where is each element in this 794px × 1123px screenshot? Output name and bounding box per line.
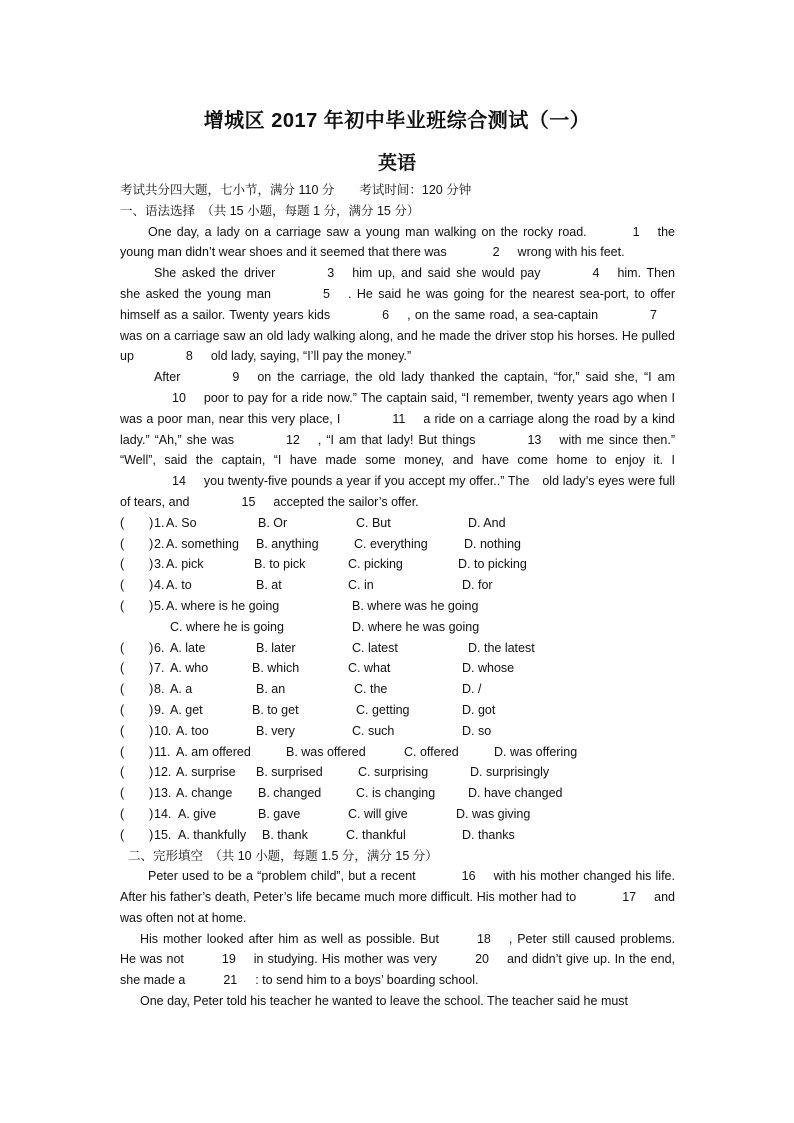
blank-19: 19	[221, 952, 236, 967]
passage1-paragraph-1: One day, a lady on a carriage saw a young man walking on the rocky road. 1 the young man didn’t wear shoes and it seemed that there was 2 wrong with his feet.	[120, 222, 675, 264]
blank-6: 6	[382, 307, 390, 322]
question-row: ( ) 1. A. So B. Or C. But D. And	[120, 515, 506, 530]
blank-13: 13	[527, 432, 542, 447]
question-row: ( ) 5. A. where is he going B. where was he going	[120, 598, 479, 613]
blank-10: 10	[172, 390, 186, 405]
question-row: ( ) 2. A. something B. anything C. everything D. nothing	[120, 536, 521, 551]
subject-title: 英语	[377, 153, 416, 174]
question-row: ( ) 8. A. a B. an C. the D. /	[120, 682, 482, 697]
question-row: ( ) 4. A. to B. at C. in D. for	[120, 578, 493, 593]
blank-2: 2	[492, 245, 500, 260]
blank-12: 12	[285, 432, 300, 447]
exam-body	[120, 180, 675, 1012]
blank-3: 3	[327, 266, 335, 281]
passage1-paragraph-2: She asked the driver 3 him up, and said she would pay 4 him. Then she asked the young man 5 . He said he was going for the nearest sea-port, to offer himself as a sailor. Twenty years kids 6 , on the same road, a sea-captain 7was on a carriage saw an old lady walking along, and he made the driver stop his horses. He pulled up 8 old lady, saying, “I’ll pay the money.”	[120, 263, 675, 367]
question-row: ( ) 3. A. pick B. to pick C. picking D. to picking	[120, 557, 527, 572]
blank-15: 15	[241, 494, 256, 509]
section1-heading: 一、语法选择 （共 15 小题，每题 1 分，满分 15 分）	[120, 203, 420, 218]
question-row: ( ) 7. A. who B. which C. what D. whose	[120, 661, 515, 676]
question-row: ( ) 15. A. thankfully B. thank C. thankful D. thanks	[120, 827, 515, 842]
exam-info: 考试共分四大题，七小节，满分 110 分 考试时间：120 分钟	[120, 183, 472, 197]
question-row: ( ) 12. A. surprise B. surprised C. surprising D. surprisingly	[120, 765, 550, 780]
blank-20: 20	[475, 952, 489, 967]
exam-title: 增城区 2017 年初中毕业班综合测试（一）	[203, 110, 591, 132]
passage1-paragraph-3: After 9 on the carriage, the old lady thanked the captain, “for,” said she, “I am10 poor to pay for a ride now.” The captain said, “I remember, twenty years ago when I was a poor man, near this very place, I 11 a ride on a carriage along the road by a kind lady.” “Ah,” she was 12 , “I am that lady! But things 13 with me since then.” “Well”, said the captain, “I have made some money, and have come home to enjoy it. I14 you twenty-five pounds a year if you accept my offer..” The old lady’s eyes were full of tears, and 15 accepted the sailor’s offer.	[120, 367, 675, 513]
passage2-paragraph-2: His mother looked after him as well as possible. But 18 , Peter still caused problems. He was not 19 in studying. His mother was very 20 and didn’t give up. In the end, she made a 21 : to send him to a boys’ boarding school.	[120, 929, 675, 991]
blank-9: 9	[232, 370, 240, 385]
blank-4: 4	[592, 266, 600, 281]
blank-16: 16	[461, 869, 476, 884]
blank-14: 14	[172, 474, 186, 489]
blank-1: 1	[632, 224, 640, 239]
question-row: C. where he is going D. where he was going	[170, 619, 480, 634]
question-row: ( ) 6. A. late B. later C. latest D. the latest	[120, 640, 535, 655]
question-row: ( ) 9. A. get B. to get C. getting D. got	[120, 702, 496, 717]
question-row: ( ) 11. A. am offered B. was offered C. offered D. was offering	[120, 744, 578, 759]
blank-8: 8	[185, 349, 193, 364]
question-list	[120, 513, 675, 846]
question-row: ( ) 14. A. give B. gave C. will give D. was giving	[120, 806, 531, 821]
passage2-paragraph-1: Peter used to be a “problem child”, but a recent 16 with his mother changed his life. After his father’s death, Peter’s life became much more difficult. His mother had to 17 and was often not at home.	[120, 866, 675, 928]
blank-7: 7	[650, 307, 657, 322]
section2-heading: 二、完形填空 （共 10 小题，每题 1.5 分，满分 15 分）	[128, 848, 438, 863]
blank-11: 11	[392, 411, 406, 426]
blank-21: 21	[223, 973, 238, 988]
blank-18: 18	[476, 931, 491, 946]
blank-5: 5	[323, 286, 330, 301]
question-row: ( ) 10. A. too B. very C. such D. so	[120, 723, 492, 738]
blank-17: 17	[622, 890, 637, 905]
passage2-paragraph-3: One day, Peter told his teacher he wanted to leave the school. The teacher said he must	[140, 994, 629, 1009]
question-row: ( ) 13. A. change B. changed C. is changing D. have changed	[120, 786, 563, 801]
